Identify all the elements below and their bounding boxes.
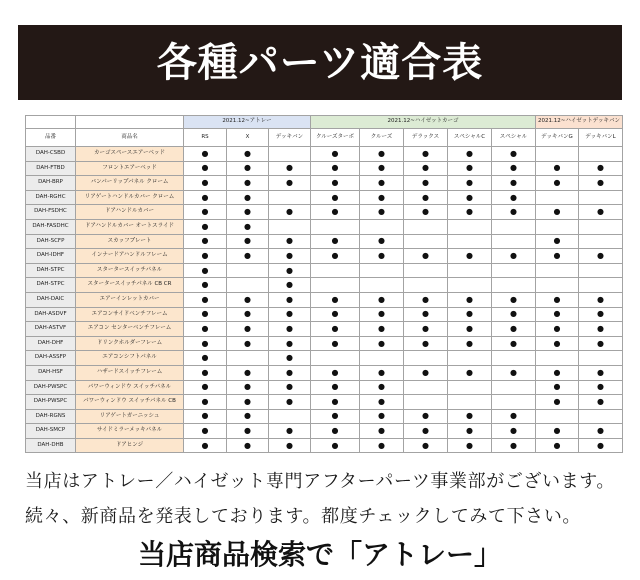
fitment-mark-cell: ●: [184, 176, 227, 191]
fitment-mark-cell: ●: [269, 439, 311, 454]
fitment-mark-cell: ●: [311, 191, 360, 206]
column-header-deck-van-g: デッキバンG: [536, 129, 579, 147]
fitment-mark-cell: [404, 235, 448, 250]
fitment-mark-cell: [448, 220, 492, 235]
fitment-mark-cell: ●: [360, 147, 404, 162]
fitment-mark-cell: ●: [360, 395, 404, 410]
fitment-mark-cell: ●: [311, 366, 360, 381]
fitment-mark-cell: ●: [227, 308, 269, 323]
fitment-mark-cell: [579, 351, 623, 366]
compatibility-table: [25, 115, 623, 453]
fitment-mark-cell: ●: [579, 308, 623, 323]
fitment-mark-cell: [360, 351, 404, 366]
fitment-mark-cell: [492, 264, 536, 279]
fitment-mark-cell: ●: [360, 235, 404, 250]
fitment-mark-cell: ●: [448, 424, 492, 439]
part-number-cell: DAH-STPC: [26, 278, 76, 293]
product-name-cell: エアコン センターベンチフレーム: [76, 322, 184, 337]
group-header-hijet-cargo: 2021.12~ハイゼットカーゴ: [311, 116, 536, 129]
part-number-cell: DAH-ASSFP: [26, 351, 76, 366]
fitment-mark-cell: ●: [184, 308, 227, 323]
fitment-mark-cell: ●: [448, 293, 492, 308]
fitment-mark-cell: [404, 278, 448, 293]
fitment-mark-cell: [404, 264, 448, 279]
fitment-mark-cell: [492, 395, 536, 410]
fitment-mark-cell: ●: [311, 293, 360, 308]
fitment-mark-cell: ●: [360, 162, 404, 177]
new-products-text: 続々、新商品を発表しております。都度チェックしてみて下さい。: [25, 506, 582, 527]
part-number-cell: DAH-FTBD: [26, 162, 76, 177]
product-name-cell: カーゴスペースエアーベッド: [76, 147, 184, 162]
fitment-mark-cell: [404, 351, 448, 366]
product-name-cell: リアゲートハンドルカバー クローム: [76, 191, 184, 206]
fitment-mark-cell: ●: [448, 366, 492, 381]
fitment-mark-cell: ●: [448, 308, 492, 323]
part-number-cell: DAH-BRP: [26, 176, 76, 191]
product-name-cell: ドアハンドルカバー: [76, 205, 184, 220]
fitment-mark-cell: ●: [311, 410, 360, 425]
fitment-mark-cell: ●: [404, 176, 448, 191]
fitment-mark-cell: [579, 147, 623, 162]
fitment-mark-cell: ●: [360, 410, 404, 425]
part-number-cell: DAH-ASDVF: [26, 308, 76, 323]
fitment-mark-cell: ●: [492, 424, 536, 439]
fitment-mark-cell: ●: [227, 337, 269, 352]
fitment-mark-cell: ●: [184, 249, 227, 264]
fitment-mark-cell: ●: [360, 322, 404, 337]
product-name-cell: ドアヒンジ: [76, 439, 184, 454]
group-header-atrai: 2021.12~アトレー: [184, 116, 311, 129]
fitment-mark-cell: ●: [492, 176, 536, 191]
title-banner: [18, 25, 622, 100]
fitment-mark-cell: ●: [311, 424, 360, 439]
fitment-mark-cell: [360, 220, 404, 235]
header-blank-cell: [26, 116, 76, 129]
part-number-cell: DAH-FASDHC: [26, 220, 76, 235]
fitment-mark-cell: ●: [311, 147, 360, 162]
fitment-mark-cell: [269, 220, 311, 235]
fitment-mark-cell: [536, 351, 579, 366]
fitment-mark-cell: ●: [448, 249, 492, 264]
fitment-mark-cell: ●: [227, 191, 269, 206]
fitment-mark-cell: [360, 278, 404, 293]
fitment-mark-cell: ●: [360, 381, 404, 396]
fitment-mark-cell: [492, 235, 536, 250]
fitment-mark-cell: ●: [492, 322, 536, 337]
fitment-mark-cell: [269, 410, 311, 425]
column-header-part-number: 品番: [26, 129, 76, 147]
product-name-cell: エアーインレットカバー: [76, 293, 184, 308]
fitment-mark-cell: ●: [311, 308, 360, 323]
fitment-mark-cell: ●: [311, 235, 360, 250]
fitment-mark-cell: [579, 278, 623, 293]
fitment-mark-cell: ●: [269, 176, 311, 191]
search-call-to-action: 当店商品検索で「アトレー」: [137, 538, 502, 571]
fitment-mark-cell: [269, 191, 311, 206]
fitment-mark-cell: ●: [227, 147, 269, 162]
product-name-cell: ドリンクホルダーフレーム: [76, 337, 184, 352]
fitment-mark-cell: [536, 147, 579, 162]
fitment-mark-cell: ●: [492, 191, 536, 206]
fitment-mark-cell: ●: [227, 381, 269, 396]
product-name-cell: エアコンシフトパネル: [76, 351, 184, 366]
fitment-mark-cell: ●: [404, 410, 448, 425]
fitment-mark-cell: ●: [448, 410, 492, 425]
fitment-mark-cell: [492, 278, 536, 293]
fitment-mark-cell: [579, 264, 623, 279]
fitment-mark-cell: [448, 235, 492, 250]
fitment-mark-cell: ●: [311, 176, 360, 191]
fitment-mark-cell: ●: [448, 439, 492, 454]
fitment-mark-cell: [311, 220, 360, 235]
fitment-mark-cell: ●: [227, 410, 269, 425]
fitment-mark-cell: ●: [536, 205, 579, 220]
fitment-mark-cell: ●: [311, 205, 360, 220]
fitment-mark-cell: ●: [269, 308, 311, 323]
fitment-mark-cell: ●: [227, 293, 269, 308]
fitment-mark-cell: ●: [579, 249, 623, 264]
fitment-mark-cell: [536, 278, 579, 293]
fitment-mark-cell: ●: [492, 147, 536, 162]
fitment-mark-cell: [227, 351, 269, 366]
fitment-mark-cell: ●: [184, 381, 227, 396]
fitment-mark-cell: ●: [184, 439, 227, 454]
fitment-mark-cell: [448, 395, 492, 410]
fitment-mark-cell: [536, 264, 579, 279]
fitment-mark-cell: ●: [184, 278, 227, 293]
fitment-mark-cell: ●: [536, 424, 579, 439]
fitment-mark-cell: ●: [492, 205, 536, 220]
fitment-mark-cell: ●: [311, 381, 360, 396]
part-number-cell: DAH-SCFP: [26, 235, 76, 250]
column-header-special: スペシャル: [492, 129, 536, 147]
fitment-mark-cell: ●: [184, 351, 227, 366]
fitment-mark-cell: ●: [492, 293, 536, 308]
fitment-mark-cell: [579, 235, 623, 250]
fitment-mark-cell: ●: [360, 424, 404, 439]
product-name-cell: エアコンサイドベンチフレーム: [76, 308, 184, 323]
product-name-cell: バンパーリップパネル クローム: [76, 176, 184, 191]
part-number-cell: DAH-HSF: [26, 366, 76, 381]
fitment-mark-cell: ●: [360, 366, 404, 381]
fitment-mark-cell: [311, 264, 360, 279]
fitment-mark-cell: [227, 264, 269, 279]
fitment-mark-cell: ●: [492, 162, 536, 177]
fitment-mark-cell: ●: [227, 322, 269, 337]
column-header-special-c: スペシャルC: [448, 129, 492, 147]
fitment-mark-cell: ●: [536, 176, 579, 191]
fitment-mark-cell: ●: [492, 439, 536, 454]
fitment-mark-cell: ●: [448, 162, 492, 177]
fitment-mark-cell: ●: [311, 337, 360, 352]
fitment-mark-cell: [492, 220, 536, 235]
product-name-cell: サイドミラーメッキパネル: [76, 424, 184, 439]
fitment-mark-cell: ●: [227, 176, 269, 191]
fitment-mark-cell: ●: [404, 424, 448, 439]
fitment-mark-cell: ●: [227, 424, 269, 439]
fitment-mark-cell: [448, 381, 492, 396]
fitment-mark-cell: ●: [404, 337, 448, 352]
fitment-mark-cell: [579, 410, 623, 425]
fitment-mark-cell: ●: [227, 249, 269, 264]
part-number-cell: DAH-PWSPC: [26, 381, 76, 396]
part-number-cell: DAH-DHB: [26, 439, 76, 454]
fitment-mark-cell: ●: [492, 308, 536, 323]
fitment-mark-cell: ●: [184, 264, 227, 279]
fitment-mark-cell: ●: [184, 147, 227, 162]
part-number-cell: DAH-ASTVF: [26, 322, 76, 337]
fitment-mark-cell: [536, 410, 579, 425]
column-header-product-name: 商品名: [76, 129, 184, 147]
fitment-mark-cell: [448, 264, 492, 279]
fitment-mark-cell: ●: [492, 410, 536, 425]
fitment-mark-cell: ●: [269, 366, 311, 381]
fitment-mark-cell: ●: [579, 395, 623, 410]
column-header-deck-van: デッキバン: [269, 129, 311, 147]
part-number-cell: DAH-SMCP: [26, 424, 76, 439]
fitment-mark-cell: ●: [492, 366, 536, 381]
intro-text: 当店はアトレー／ハイゼット専門アフターパーツ事業部がございます。: [25, 471, 615, 492]
column-header-cruise-turbo: クルーズターボ: [311, 129, 360, 147]
fitment-mark-cell: ●: [536, 249, 579, 264]
part-number-cell: DAH-STPC: [26, 264, 76, 279]
fitment-mark-cell: [536, 191, 579, 206]
fitment-mark-cell: ●: [404, 293, 448, 308]
fitment-mark-cell: ●: [269, 424, 311, 439]
fitment-mark-cell: ●: [269, 205, 311, 220]
fitment-mark-cell: [492, 351, 536, 366]
part-number-cell: DAH-DAIC: [26, 293, 76, 308]
fitment-mark-cell: ●: [404, 162, 448, 177]
part-number-cell: DAH-PWSPC: [26, 395, 76, 410]
fitment-mark-cell: ●: [404, 439, 448, 454]
product-name-cell: スカッフプレート: [76, 235, 184, 250]
fitment-mark-cell: ●: [536, 293, 579, 308]
fitment-mark-cell: ●: [184, 424, 227, 439]
fitment-mark-cell: ●: [311, 322, 360, 337]
header-blank-cell: [76, 116, 184, 129]
fitment-mark-cell: [536, 220, 579, 235]
fitment-mark-cell: ●: [404, 147, 448, 162]
fitment-mark-cell: ●: [269, 235, 311, 250]
fitment-mark-cell: ●: [227, 162, 269, 177]
fitment-mark-cell: ●: [269, 293, 311, 308]
fitment-mark-cell: ●: [360, 308, 404, 323]
fitment-mark-cell: ●: [227, 395, 269, 410]
fitment-mark-cell: ●: [360, 293, 404, 308]
fitment-mark-cell: ●: [269, 264, 311, 279]
fitment-mark-cell: ●: [579, 337, 623, 352]
fitment-mark-cell: [404, 220, 448, 235]
fitment-mark-cell: ●: [360, 191, 404, 206]
fitment-mark-cell: ●: [579, 293, 623, 308]
product-name-cell: パワーウィンドウ スイッチパネル: [76, 381, 184, 396]
fitment-mark-cell: ●: [536, 308, 579, 323]
fitment-mark-cell: ●: [227, 220, 269, 235]
product-name-cell: ドアハンドルカバー オートスライド: [76, 220, 184, 235]
product-name-cell: インナードアハンドルフレーム: [76, 249, 184, 264]
fitment-mark-cell: [579, 191, 623, 206]
fitment-mark-cell: ●: [360, 176, 404, 191]
fitment-mark-cell: ●: [184, 162, 227, 177]
fitment-mark-cell: ●: [448, 191, 492, 206]
fitment-mark-cell: ●: [579, 439, 623, 454]
fitment-mark-cell: [269, 147, 311, 162]
fitment-mark-cell: ●: [448, 322, 492, 337]
fitment-mark-cell: ●: [536, 366, 579, 381]
product-name-cell: フロントエアーベッド: [76, 162, 184, 177]
fitment-mark-cell: ●: [269, 381, 311, 396]
fitment-mark-cell: ●: [184, 410, 227, 425]
fitment-mark-cell: ●: [269, 395, 311, 410]
fitment-mark-cell: [404, 395, 448, 410]
fitment-mark-cell: ●: [404, 322, 448, 337]
fitment-mark-cell: [227, 278, 269, 293]
fitment-mark-cell: ●: [579, 424, 623, 439]
column-header-rs: RS: [184, 129, 227, 147]
fitment-mark-cell: ●: [269, 162, 311, 177]
fitment-mark-cell: ●: [448, 337, 492, 352]
fitment-mark-cell: ●: [184, 337, 227, 352]
fitment-mark-cell: [311, 278, 360, 293]
fitment-mark-cell: ●: [579, 366, 623, 381]
fitment-mark-cell: ●: [536, 322, 579, 337]
group-header-hijet-deck-van: 2021.12~ハイゼットデッキバン: [536, 116, 623, 129]
column-header-deluxe: デラックス: [404, 129, 448, 147]
fitment-mark-cell: ●: [227, 366, 269, 381]
fitment-mark-cell: ●: [184, 366, 227, 381]
fitment-mark-cell: [360, 264, 404, 279]
fitment-mark-cell: ●: [227, 235, 269, 250]
fitment-mark-cell: ●: [269, 337, 311, 352]
fitment-mark-cell: ●: [448, 147, 492, 162]
part-number-cell: DAH-CSBD: [26, 147, 76, 162]
fitment-mark-cell: ●: [184, 191, 227, 206]
fitment-mark-cell: ●: [536, 439, 579, 454]
fitment-mark-cell: ●: [184, 205, 227, 220]
fitment-mark-cell: [311, 351, 360, 366]
fitment-mark-cell: ●: [184, 220, 227, 235]
product-name-cell: スタータースイッチパネル CB CR: [76, 278, 184, 293]
product-name-cell: リアゲートガーニッシュ: [76, 410, 184, 425]
fitment-mark-cell: ●: [492, 337, 536, 352]
page-title: 各種パーツ適合表: [156, 39, 484, 86]
fitment-mark-cell: ●: [269, 322, 311, 337]
fitment-mark-cell: [448, 351, 492, 366]
fitment-mark-cell: [448, 278, 492, 293]
fitment-mark-cell: ●: [448, 205, 492, 220]
fitment-mark-cell: ●: [404, 249, 448, 264]
fitment-mark-cell: ●: [579, 162, 623, 177]
fitment-mark-cell: ●: [536, 162, 579, 177]
product-name-cell: パワーウィンドウ スイッチパネル CB: [76, 395, 184, 410]
column-header-x: X: [227, 129, 269, 147]
fitment-mark-cell: ●: [404, 191, 448, 206]
fitment-mark-cell: ●: [360, 249, 404, 264]
fitment-mark-cell: ●: [269, 351, 311, 366]
product-name-cell: ハザードスイッチフレーム: [76, 366, 184, 381]
fitment-mark-cell: ●: [492, 249, 536, 264]
fitment-mark-cell: ●: [579, 322, 623, 337]
fitment-mark-cell: ●: [184, 293, 227, 308]
fitment-mark-cell: ●: [404, 205, 448, 220]
fitment-mark-cell: [404, 381, 448, 396]
fitment-mark-cell: ●: [360, 337, 404, 352]
fitment-mark-cell: ●: [269, 249, 311, 264]
fitment-mark-cell: ●: [184, 322, 227, 337]
column-header-cruise: クルーズ: [360, 129, 404, 147]
fitment-mark-cell: ●: [227, 439, 269, 454]
product-name-cell: スタータースイッチパネル: [76, 264, 184, 279]
fitment-mark-cell: ●: [404, 308, 448, 323]
fitment-mark-cell: ●: [311, 439, 360, 454]
fitment-mark-cell: ●: [269, 278, 311, 293]
fitment-mark-cell: ●: [448, 176, 492, 191]
fitment-mark-cell: ●: [311, 249, 360, 264]
column-header-deck-van-l: デッキバンL: [579, 129, 623, 147]
fitment-mark-cell: [492, 381, 536, 396]
fitment-mark-cell: ●: [536, 395, 579, 410]
fitment-mark-cell: ●: [184, 395, 227, 410]
part-number-cell: DAH-DHF: [26, 337, 76, 352]
fitment-mark-cell: ●: [404, 366, 448, 381]
fitment-mark-cell: ●: [311, 395, 360, 410]
fitment-mark-cell: ●: [579, 205, 623, 220]
fitment-mark-cell: ●: [311, 162, 360, 177]
fitment-mark-cell: ●: [360, 205, 404, 220]
fitment-mark-cell: ●: [579, 381, 623, 396]
part-number-cell: DAH-IDHF: [26, 249, 76, 264]
fitment-mark-cell: ●: [184, 235, 227, 250]
fitment-mark-cell: ●: [360, 439, 404, 454]
fitment-mark-cell: ●: [536, 337, 579, 352]
part-number-cell: DAH-FSDHC: [26, 205, 76, 220]
part-number-cell: DAH-RGHC: [26, 191, 76, 206]
fitment-mark-cell: ●: [536, 235, 579, 250]
fitment-mark-cell: ●: [579, 176, 623, 191]
fitment-mark-cell: ●: [536, 381, 579, 396]
fitment-mark-cell: [579, 220, 623, 235]
fitment-mark-cell: ●: [227, 205, 269, 220]
part-number-cell: DAH-RGNS: [26, 410, 76, 425]
